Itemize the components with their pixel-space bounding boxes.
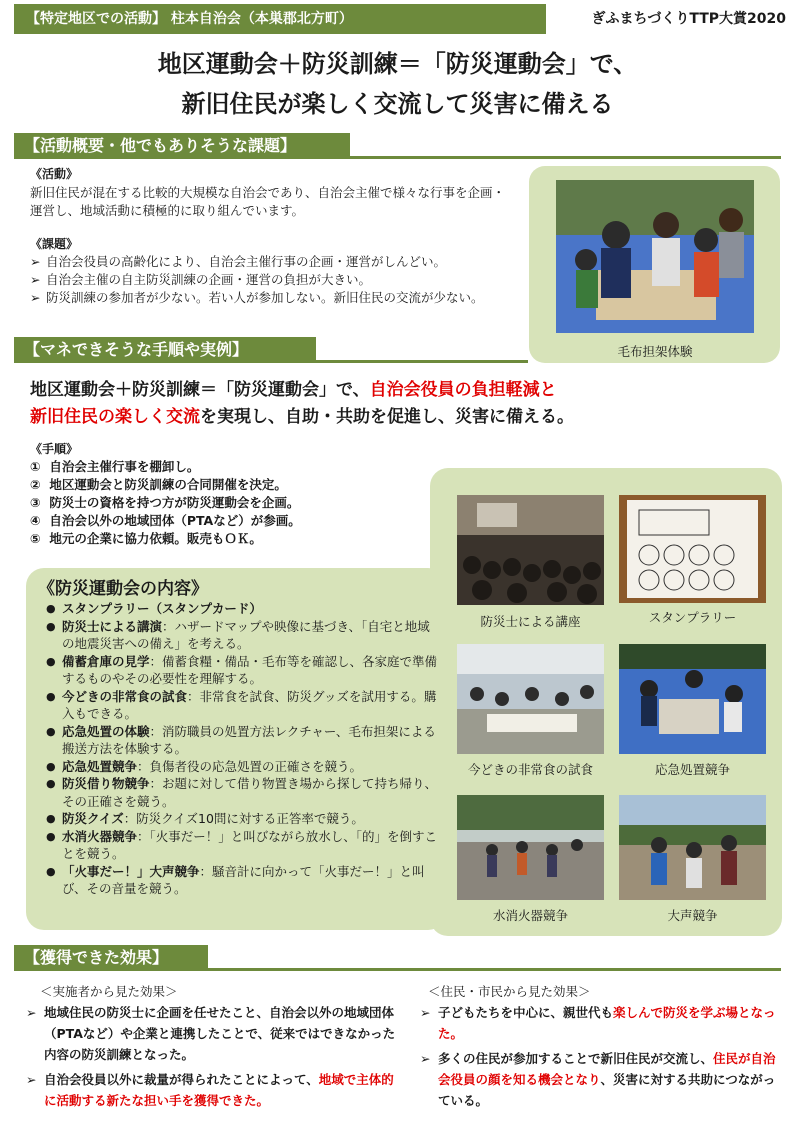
effects-right-label: ＜住民・市民から見た効果＞	[428, 984, 591, 999]
list-item: ● 今どきの非常食の試食：非常食を試食、防災グッズを試用する。購入もできる。	[46, 688, 437, 721]
list-item: ➢ 地域住民の防災士に企画を任せたこと、自治会以外の地域団体（PTAなど）や企業と連携したことで、従来ではできなかった内容の防災訓練となった。	[26, 1002, 406, 1065]
page-title-line1: 地区運動会＋防災訓練＝「防災運動会」で、	[157, 50, 638, 78]
bullet-icon: ●	[46, 864, 56, 878]
list-item: ② 地区運動会と防災訓練の合同開催を決定。	[30, 477, 287, 492]
photo-caption: 応急処置競争	[654, 762, 730, 777]
effects-heading: 【獲得できた効果】	[14, 945, 208, 971]
arrow-icon: ➢	[30, 272, 41, 287]
howto-heading: 【マネできそうな手順や実例】	[14, 337, 316, 363]
list-item: ➢ 自治会主催の自主防災訓練の企画・運営の負担が大きい。	[30, 272, 372, 287]
steps-label: 《手順》	[30, 442, 79, 456]
list-item: ④ 自治会以外の地域団体（PTAなど）が参画。	[30, 513, 301, 528]
list-item: ➢ 防災訓練の参加者が少ない。若い人が参加しない。新旧住民の交流が少ない。	[30, 290, 484, 305]
list-item: ● 「火事だー！」大声競争：騒音計に向かって「火事だー！」と叫び、その音量を競う。	[46, 863, 425, 896]
list-item: ① 自治会主催行事を棚卸し。	[30, 459, 200, 474]
bullet-icon: ●	[46, 602, 56, 615]
issues-label: 《課題》	[30, 237, 79, 251]
photo-caption: 毛布担架体験	[617, 344, 693, 359]
section-divider	[316, 360, 528, 363]
overview-heading: 【活動概要・他でもありそうな課題】	[14, 133, 350, 159]
list-item: ● 応急処置の体験：消防職員の処置方法レクチャー、毛布担架による搬送方法を体験する。	[46, 723, 436, 756]
bullet-icon: ●	[46, 619, 56, 633]
list-item: ● 応急処置競争：負傷者役の応急処置の正確さを競う。	[46, 758, 363, 774]
contents-list	[40, 600, 440, 898]
list-item: ⑤ 地元の企業に協力依頼。販売もＯＫ。	[30, 531, 262, 546]
lecture-photo	[457, 495, 604, 605]
list-item: ● 防災クイズ：防災クイズ10問に対する正答率で競う。	[46, 811, 364, 826]
photo-caption: スタンプラリー	[648, 610, 737, 625]
contents-label: 《防災運動会の内容》	[38, 579, 208, 599]
lead-text: 地区運動会＋防災訓練＝「防災運動会」で、	[30, 380, 370, 400]
list-item: ● スタンプラリー（スタンプカード）	[46, 601, 262, 616]
photo-caption: 防災士による講座	[480, 614, 581, 629]
list-item: ➢ 子どもたちを中心に、親世代も楽しんで防災を学ぶ場となった。	[420, 1002, 780, 1044]
photo-caption: 今どきの非常食の試食	[467, 762, 593, 777]
activity-text: 新旧住民が混在する比較的大規模な自治会であり、自治会主催で様々な行事を企画・運営し、地域活動に積極的に取り組んでいます。	[30, 185, 506, 218]
photo-caption: 大声競争	[667, 908, 718, 923]
bullet-icon: ●	[46, 759, 56, 773]
blanket-stretcher-photo	[556, 180, 754, 333]
stamp-rally-photo	[619, 495, 766, 603]
bullet-icon: ●	[46, 777, 56, 790]
lead-line2	[30, 402, 574, 427]
photo-caption: 水消火器競争	[492, 908, 568, 923]
section-divider	[208, 968, 781, 971]
issues-list	[30, 253, 510, 307]
award-title: ぎふまちづくりTTP大賞2020	[591, 11, 786, 27]
lead-highlight: 自治会役員の負担軽減と	[369, 380, 557, 400]
bullet-icon: ●	[46, 654, 56, 668]
effects-left-label: ＜実施者から見た効果＞	[40, 984, 178, 999]
bullet-icon: ●	[46, 829, 56, 843]
list-item: ③ 防災士の資格を持つ方が防災運動会を企画。	[30, 495, 300, 510]
lead-line1	[30, 375, 557, 400]
effects-left-list	[26, 1002, 406, 1111]
arrow-icon: ➢	[420, 1051, 431, 1066]
first-aid-race-photo	[619, 644, 766, 754]
list-item: ● 備蓄倉庫の見学：備蓄食糧・備品・毛布等を確認し、各家庭で準備するものやその必要性を理解する。	[46, 653, 438, 686]
arrow-icon: ➢	[26, 1072, 37, 1087]
arrow-icon: ➢	[420, 1005, 431, 1020]
lead-highlight: 新旧住民の楽しく交流	[30, 407, 200, 427]
bullet-icon: ●	[46, 689, 56, 703]
shouting-race-photo	[619, 795, 766, 900]
list-item: ● 防災士による講演：ハザードマップや映像に基づき、「自宅と地域の地震災害への備え」を考える。	[46, 618, 430, 651]
effects-right-list	[420, 1002, 780, 1111]
bullet-icon: ●	[46, 812, 56, 825]
area-label: 【特定地区での活動】 柱本自治会（本巣郡北方町）	[14, 4, 546, 34]
list-item: ➢ 自治会役員の高齢化により、自治会主催行事の企画・運営がしんどい。	[30, 254, 447, 269]
lead-text: を実現し、自助・共助を促進し、災害に備える。	[200, 407, 574, 427]
emergency-food-photo	[457, 644, 604, 754]
water-extinguisher-photo	[457, 795, 604, 900]
list-item: ➢ 自治会役員以外に裁量が得られたことによって、地域で主体的に活動する新たな担い手を獲得できた。	[26, 1069, 406, 1111]
arrow-icon: ➢	[30, 254, 41, 269]
arrow-icon: ➢	[26, 1005, 37, 1020]
list-item: ➢ 多くの住民が参加することで新旧住民が交流し、住民が自治会役員の顔を知る機会となり、災害に対する共助につながっている。	[420, 1048, 780, 1111]
list-item: ● 防災借り物競争：お題に対して借り物置き場から探して持ち帰り、その正確さを競う。	[46, 776, 438, 809]
page-title-line2: 新旧住民が楽しく交流して災害に備える	[181, 90, 614, 118]
list-item: ● 水消火器競争：「火事だー！」と叫びながら放水し、「的」を倒すことを競う。	[46, 828, 438, 861]
activity-label: 《活動》	[30, 167, 79, 181]
steps-list	[30, 458, 301, 548]
section-divider	[350, 156, 781, 159]
bullet-icon: ●	[46, 724, 56, 738]
arrow-icon: ➢	[30, 290, 41, 305]
